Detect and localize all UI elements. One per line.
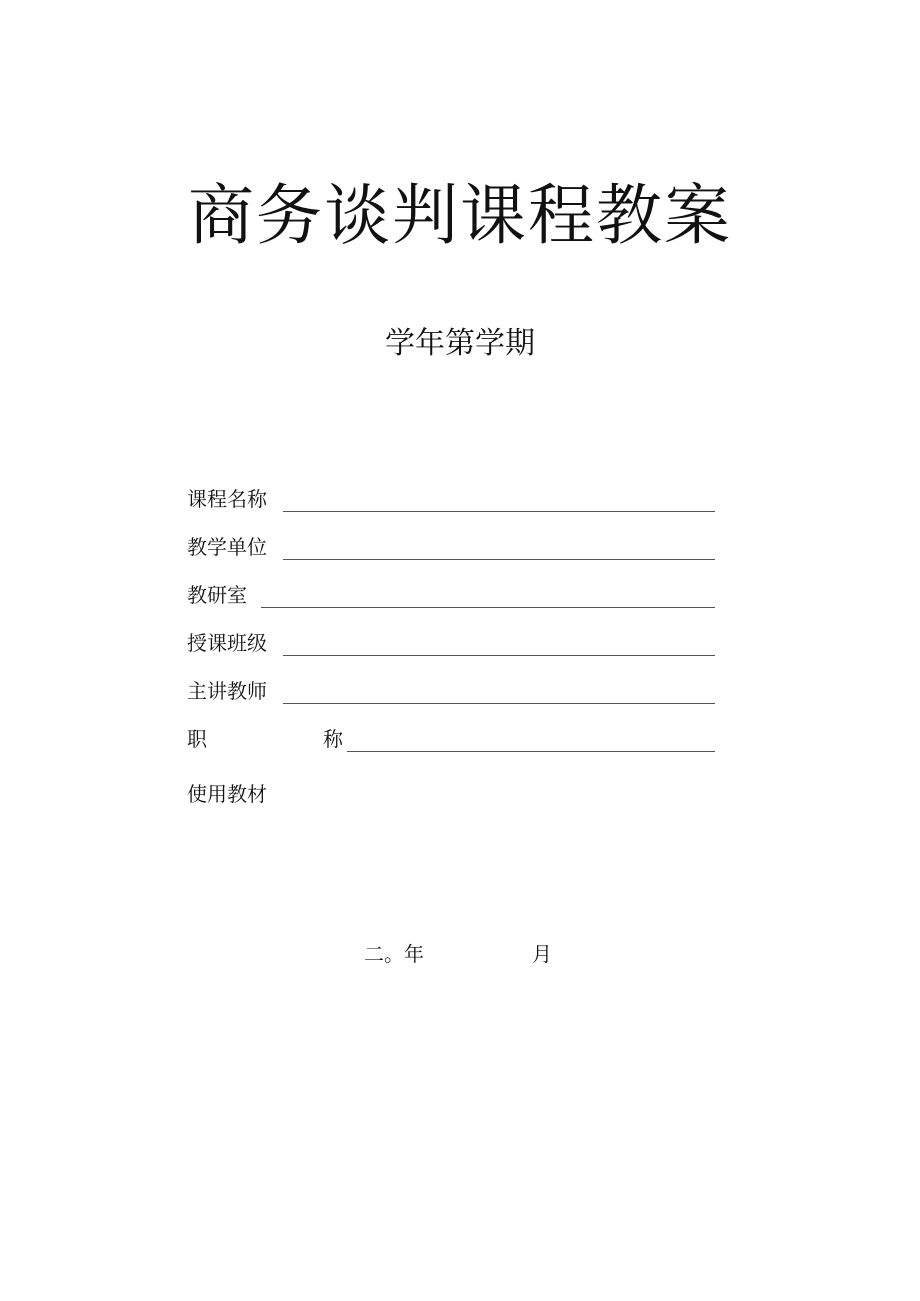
- job-title-blank: [347, 751, 715, 752]
- research-office-blank: [261, 607, 715, 608]
- job-title-label-second: 称: [323, 727, 343, 751]
- page-title: 商务谈判课程教案: [188, 177, 732, 254]
- course-name-label: 课程名称: [187, 487, 267, 511]
- class-blank: [283, 655, 715, 656]
- course-name-row: [187, 484, 717, 514]
- course-name-blank: [283, 511, 715, 512]
- teaching-unit-blank: [283, 559, 715, 560]
- teaching-unit-label: 教学单位: [187, 535, 267, 559]
- textbook-row: [187, 779, 717, 809]
- class-row: [187, 628, 717, 658]
- class-label: 授课班级: [187, 631, 267, 655]
- lecturer-blank: [283, 703, 715, 704]
- lecturer-row: [187, 676, 717, 706]
- research-office-label: 教研室: [187, 583, 247, 607]
- semester-subtitle: 学年第学期: [385, 326, 535, 361]
- date-month: 月: [532, 942, 552, 966]
- job-title-label-first: 职: [187, 727, 207, 751]
- teaching-unit-row: [187, 532, 717, 562]
- textbook-label: 使用教材: [187, 782, 267, 806]
- research-office-row: [187, 580, 717, 610]
- date-year: 二。年: [364, 942, 424, 966]
- lecturer-label: 主讲教师: [187, 679, 267, 703]
- job-title-row: [187, 724, 717, 754]
